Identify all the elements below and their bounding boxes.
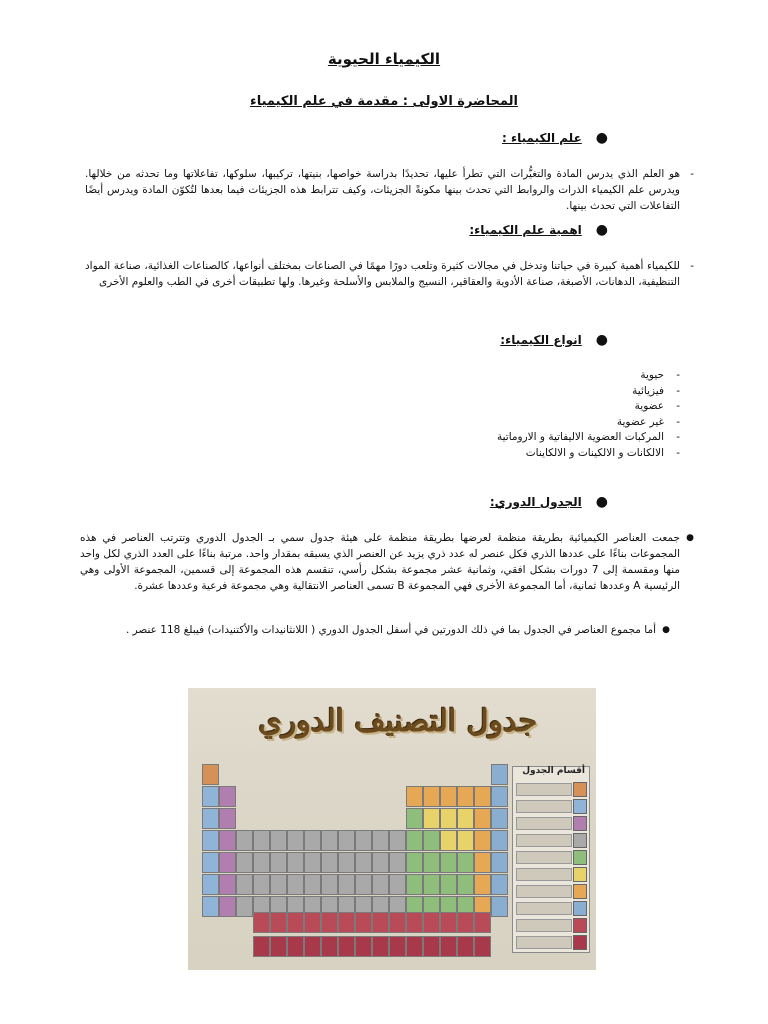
- periodic-paragraph-2: [96, 622, 670, 638]
- element-cell: [236, 852, 253, 873]
- periodic-paragraph-1: [80, 530, 694, 594]
- legend-label: [516, 851, 572, 864]
- heading-definition: [502, 130, 608, 146]
- element-cell: [338, 874, 355, 895]
- legend-swatch: [573, 935, 587, 950]
- legend-swatch: [573, 918, 587, 933]
- bullet-icon: ●: [595, 130, 608, 146]
- bullet-icon: ●: [595, 494, 608, 510]
- importance-paragraph: [85, 258, 694, 290]
- bullet-icon: ●: [595, 332, 608, 348]
- legend-row: [517, 866, 587, 881]
- element-cell: [321, 874, 338, 895]
- element-cell: [287, 874, 304, 895]
- element-cell: [372, 852, 389, 873]
- periodic-legend: [512, 766, 590, 953]
- list-item: - المركبات العضوية الاليفاتية و الاروماتية: [497, 430, 680, 446]
- element-cell: [406, 786, 423, 807]
- legend-label: [516, 800, 572, 813]
- legend-label: [516, 817, 572, 830]
- legend-swatch: [573, 799, 587, 814]
- element-cell: [253, 830, 270, 851]
- element-cell: [474, 874, 491, 895]
- element-cell: [304, 936, 321, 957]
- element-cell: [236, 874, 253, 895]
- legend-label: [516, 885, 572, 898]
- dash-icon: -: [690, 260, 694, 272]
- element-cell: [457, 852, 474, 873]
- element-cell: [440, 786, 457, 807]
- element-cell: [474, 808, 491, 829]
- element-cell: [355, 912, 372, 933]
- legend-row: [517, 815, 587, 830]
- element-cell: [304, 830, 321, 851]
- page-title: الكيمياء الحيوية: [327, 50, 441, 68]
- element-cell: [440, 912, 457, 933]
- element-cell: [287, 852, 304, 873]
- element-cell: [253, 936, 270, 957]
- legend-row: [517, 832, 587, 847]
- element-cell: [423, 808, 440, 829]
- bullet-icon: ●: [686, 533, 694, 543]
- element-cell: [474, 912, 491, 933]
- legend-row: [517, 900, 587, 915]
- element-cell: [219, 786, 236, 807]
- element-cell: [321, 852, 338, 873]
- element-cell: [406, 912, 423, 933]
- heading-types: [500, 332, 608, 348]
- legend-swatch: [573, 901, 587, 916]
- heading-periodic: [490, 494, 608, 510]
- element-cell: [491, 786, 508, 807]
- element-cell: [270, 912, 287, 933]
- legend-swatch: [573, 782, 587, 797]
- element-cell: [253, 874, 270, 895]
- legend-label: [516, 919, 572, 932]
- element-cell: [491, 852, 508, 873]
- element-cell: [372, 830, 389, 851]
- list-item: - عضوية: [497, 399, 680, 415]
- legend-label: [516, 834, 572, 847]
- legend-swatch: [573, 884, 587, 899]
- element-cell: [304, 912, 321, 933]
- legend-row: [517, 781, 587, 796]
- element-cell: [372, 874, 389, 895]
- element-cell: [457, 830, 474, 851]
- periodic-table-image: [188, 688, 596, 970]
- legend-label: [516, 936, 572, 949]
- element-cell: [355, 852, 372, 873]
- element-cell: [389, 874, 406, 895]
- list-item: - حيوية: [497, 368, 680, 384]
- element-cell: [253, 852, 270, 873]
- dash-icon: -: [690, 168, 694, 180]
- element-cell: [202, 896, 219, 917]
- heading-periodic-text: الجدول الدوري:: [489, 495, 582, 509]
- legend-row: [517, 883, 587, 898]
- element-cell: [338, 852, 355, 873]
- element-cell: [270, 830, 287, 851]
- element-cell: [270, 936, 287, 957]
- element-cell: [270, 874, 287, 895]
- element-cell: [202, 852, 219, 873]
- element-cell: [389, 936, 406, 957]
- legend-label: [516, 902, 572, 915]
- element-cell: [338, 830, 355, 851]
- legend-swatch: [573, 833, 587, 848]
- element-cell: [423, 874, 440, 895]
- element-cell: [423, 830, 440, 851]
- element-cell: [457, 936, 474, 957]
- element-cell: [474, 830, 491, 851]
- legend-swatch: [573, 816, 587, 831]
- element-cell: [304, 874, 321, 895]
- element-cell: [423, 912, 440, 933]
- periodic-table-image-title: جدول التصنيف الدوري: [258, 704, 538, 739]
- element-cell: [474, 936, 491, 957]
- element-cell: [389, 852, 406, 873]
- lecture-subtitle: المحاضرة الاولى : مقدمة في علم الكيمياء: [250, 94, 518, 109]
- element-cell: [236, 830, 253, 851]
- legend-row: [517, 917, 587, 932]
- element-cell: [491, 874, 508, 895]
- element-cell: [440, 874, 457, 895]
- element-cell: [406, 874, 423, 895]
- element-cell: [219, 808, 236, 829]
- element-cell: [338, 936, 355, 957]
- element-cell: [389, 912, 406, 933]
- element-cell: [440, 808, 457, 829]
- heading-importance-text: اهمية علم الكيمياء:: [469, 223, 582, 237]
- heading-types-text: انواع الكيمياء:: [500, 333, 582, 347]
- element-cell: [219, 852, 236, 873]
- periodic-text-1: جمعت العناصر الكيميائية بطريقة منظمة لعرضها بطريقة منظمة على هيئة جدول سمي بـ الجدول الدوري وتترتب العناصر في هذه المجموعات بناءًا على عددها الذري فكل عنصر له عدد ذري يزيد عن العنصر الذي يسبقه بمقدار واحد. مرتبة بناءًا على العدد الذري لكل واحد منها ومقسمة إلى 7 دورات بشكل افقي، وثمانية عشر مجموعة بشكل رأسي، تنقسم هذه المجموعة إلى قسمين، المجموعة الأولى وهي الرئيسية A وعددها ثمانية، أما المجموعة الأخرى فهي المجموعة B تسمى العناصر الانتقالية وهي مجموعة فرعية وعددها عشرة.: [80, 532, 680, 592]
- bullet-icon: ●: [595, 222, 608, 238]
- element-cell: [423, 936, 440, 957]
- element-cell: [219, 830, 236, 851]
- element-cell: [321, 912, 338, 933]
- element-cell: [423, 786, 440, 807]
- list-item: - غير عضوية: [497, 415, 680, 431]
- element-cell: [270, 852, 287, 873]
- element-cell: [406, 852, 423, 873]
- element-cell: [491, 808, 508, 829]
- legend-swatch: [573, 850, 587, 865]
- element-cell: [440, 830, 457, 851]
- element-cell: [219, 896, 236, 917]
- legend-row: [517, 934, 587, 949]
- element-cell: [338, 912, 355, 933]
- element-cell: [457, 786, 474, 807]
- element-cell: [406, 808, 423, 829]
- element-cell: [202, 808, 219, 829]
- element-cell: [372, 936, 389, 957]
- element-cell: [457, 912, 474, 933]
- element-cell: [406, 830, 423, 851]
- importance-text: للكيمياء أهمية كبيرة في حياتنا وتدخل في مجالات كثيرة وتلعب دورًا مهمًا في الصناعات بمختلف أنواعها، كالصناعات الغذائية، صناعة المواد التنظيفية، الدهانات، الأصبغة، صناعة الأدوية والعقاقير، النسيج والملابس والأسلحة وغيرها. ولها تطبيقات أخرى في الطب والعلوم الأخرى: [85, 260, 680, 288]
- element-cell: [355, 830, 372, 851]
- element-cell: [202, 786, 219, 807]
- element-cell: [236, 896, 253, 917]
- element-cell: [219, 874, 236, 895]
- element-cell: [389, 830, 406, 851]
- element-cell: [457, 808, 474, 829]
- legend-row: [517, 798, 587, 813]
- element-cell: [253, 912, 270, 933]
- bullet-icon: ●: [662, 625, 670, 635]
- heading-importance: [469, 222, 608, 238]
- definition-text: هو العلم الذي يدرس المادة والتغيُّرات التي تطرأ عليها، تحديدًا بدراسة خواصها، بنيتها، تركيبها، سلوكها، تفاعلاتها وما تحدثه من خلالها. ويدرس علم الكيمياء الذرات والروابط التي تحدث بينها مكونةً الجزيئات، وكيف تترابط هذه الجزيئات فيما بعدها لتُكوّن المادة ويدرس أيضًا التفاعلات التي تحدث بينها.: [85, 168, 680, 212]
- element-cell: [287, 936, 304, 957]
- element-cell: [321, 936, 338, 957]
- element-cell: [474, 786, 491, 807]
- element-cell: [304, 852, 321, 873]
- heading-definition-text: علم الكيمياء :: [502, 131, 582, 145]
- legend-label: [516, 868, 572, 881]
- legend-swatch: [573, 867, 587, 882]
- element-cell: [202, 764, 219, 785]
- element-cell: [474, 852, 491, 873]
- element-cell: [423, 852, 440, 873]
- legend-label: [516, 783, 572, 796]
- element-cell: [202, 830, 219, 851]
- periodic-text-2: أما مجموع العناصر في الجدول بما في ذلك الدورتين في أسفل الجدول الدوري ( اللانثانيدات والأكتنيدات) فيبلغ 118 عنصر .: [125, 624, 656, 636]
- legend-heading: أقسام الجدول: [522, 766, 585, 776]
- legend-row: [517, 849, 587, 864]
- element-cell: [287, 830, 304, 851]
- element-cell: [372, 912, 389, 933]
- definition-paragraph: [85, 166, 694, 214]
- element-cell: [406, 936, 423, 957]
- element-cell: [287, 912, 304, 933]
- element-cell: [491, 896, 508, 917]
- element-cell: [440, 936, 457, 957]
- element-cell: [355, 936, 372, 957]
- element-cell: [440, 852, 457, 873]
- element-cell: [457, 874, 474, 895]
- list-item: - فيزيائية: [497, 384, 680, 400]
- types-list: [497, 368, 680, 461]
- list-item: - الالكانات و الالكينات و الالكاينات: [497, 446, 680, 462]
- element-cell: [355, 874, 372, 895]
- element-cell: [321, 830, 338, 851]
- element-cell: [491, 764, 508, 785]
- element-cell: [491, 830, 508, 851]
- element-cell: [202, 874, 219, 895]
